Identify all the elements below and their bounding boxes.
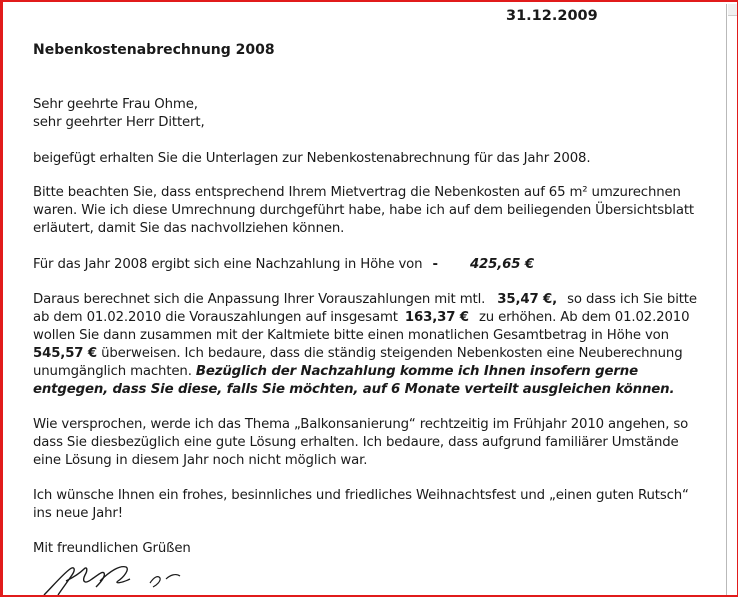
payment-amount: 425,65 € xyxy=(469,257,534,272)
paragraph-4-line-5 xyxy=(33,364,638,379)
letter-subject: Nebenkostenabrechnung 2008 xyxy=(33,42,275,58)
paragraph-4-line-1 xyxy=(33,292,697,307)
paragraph-4-line-3: wollen Sie dann zusammen mit der Kaltmiete bitte einen monatlichen Gesamtbetrag in Höhe von xyxy=(33,328,669,343)
handwritten-signature xyxy=(40,559,210,597)
total-prepayment-text: ab dem 01.02.2010 die Vorauszahlungen auf insgesamt xyxy=(33,310,398,325)
paragraph-2-line-1: Bitte beachten Sie, dass entsprechend Ihrem Mietvertrag die Nebenkosten auf 65 m² umzurechnen xyxy=(33,185,681,200)
document-page xyxy=(6,4,726,597)
regret-text: unumgänglich machten. xyxy=(33,364,192,379)
paragraph-6-line-2: ins neue Jahr! xyxy=(33,506,123,521)
monthly-amount: 35,47 €, xyxy=(497,292,558,307)
total-prepayment-amount: 163,37 € xyxy=(404,310,469,325)
paragraph-4-line-2 xyxy=(33,310,689,325)
total-rent-amount: 545,57 € xyxy=(33,346,97,361)
paragraph-2-line-3: erläutert, damit Sie das nachvollziehen können. xyxy=(33,221,345,236)
scrollbar-top-tab[interactable] xyxy=(728,4,737,16)
salutation-line-2: sehr geehrter Herr Dittert, xyxy=(33,115,205,130)
paragraph-5-line-1: Wie versprochen, werde ich das Thema „Balkonsanierung“ rechtzeitig im Frühjahr 2010 angehen, so xyxy=(33,417,689,432)
prepayment-text-2: so dass ich Sie bitte xyxy=(567,292,697,307)
vertical-scrollbar[interactable] xyxy=(726,4,738,597)
paragraph-5-line-2: dass Sie diesbezüglich eine gute Lösung erhalten. Ich bedaure, dass aufgrund familiärer Umstände xyxy=(33,435,679,450)
intro-paragraph: beigefügt erhalten Sie die Unterlagen zur Nebenkostenabrechnung für das Jahr 2008. xyxy=(33,151,591,166)
closing-line: Mit freundlichen Grüßen xyxy=(33,541,191,556)
installment-offer-1: Bezüglich der Nachzahlung komme ich Ihnen insofern gerne xyxy=(195,364,638,379)
payment-dash: - xyxy=(432,257,438,272)
paragraph-4-line-4 xyxy=(33,346,683,361)
total-rent-text: überweisen. Ich bedaure, dass die ständig steigenden Nebenkosten eine Neuberechnung xyxy=(101,346,683,361)
payment-line xyxy=(33,257,534,272)
letter-date: 31.12.2009 xyxy=(506,8,598,24)
payment-text: Für das Jahr 2008 ergibt sich eine Nachzahlung in Höhe von xyxy=(33,257,423,272)
total-prepayment-text-2: zu erhöhen. Ab dem 01.02.2010 xyxy=(478,310,690,325)
prepayment-text: Daraus berechnet sich die Anpassung Ihrer Vorauszahlungen mit mtl. xyxy=(33,292,486,307)
installment-offer-2: entgegen, dass Sie diese, falls Sie möchten, auf 6 Monate verteilt ausgleichen können. xyxy=(33,382,675,397)
salutation-line-1: Sehr geehrte Frau Ohme, xyxy=(33,97,198,112)
paragraph-6-line-1: Ich wünsche Ihnen ein frohes, besinnliches und friedliches Weihnachtsfest und „einen guten Rutsch“ xyxy=(33,488,689,503)
paragraph-5-line-3: eine Lösung in diesem Jahr noch nicht möglich war. xyxy=(33,453,368,468)
paragraph-2-line-2: waren. Wie ich diese Umrechnung durchgeführt habe, habe ich auf dem beiliegenden Übersichtsblatt xyxy=(33,203,694,218)
